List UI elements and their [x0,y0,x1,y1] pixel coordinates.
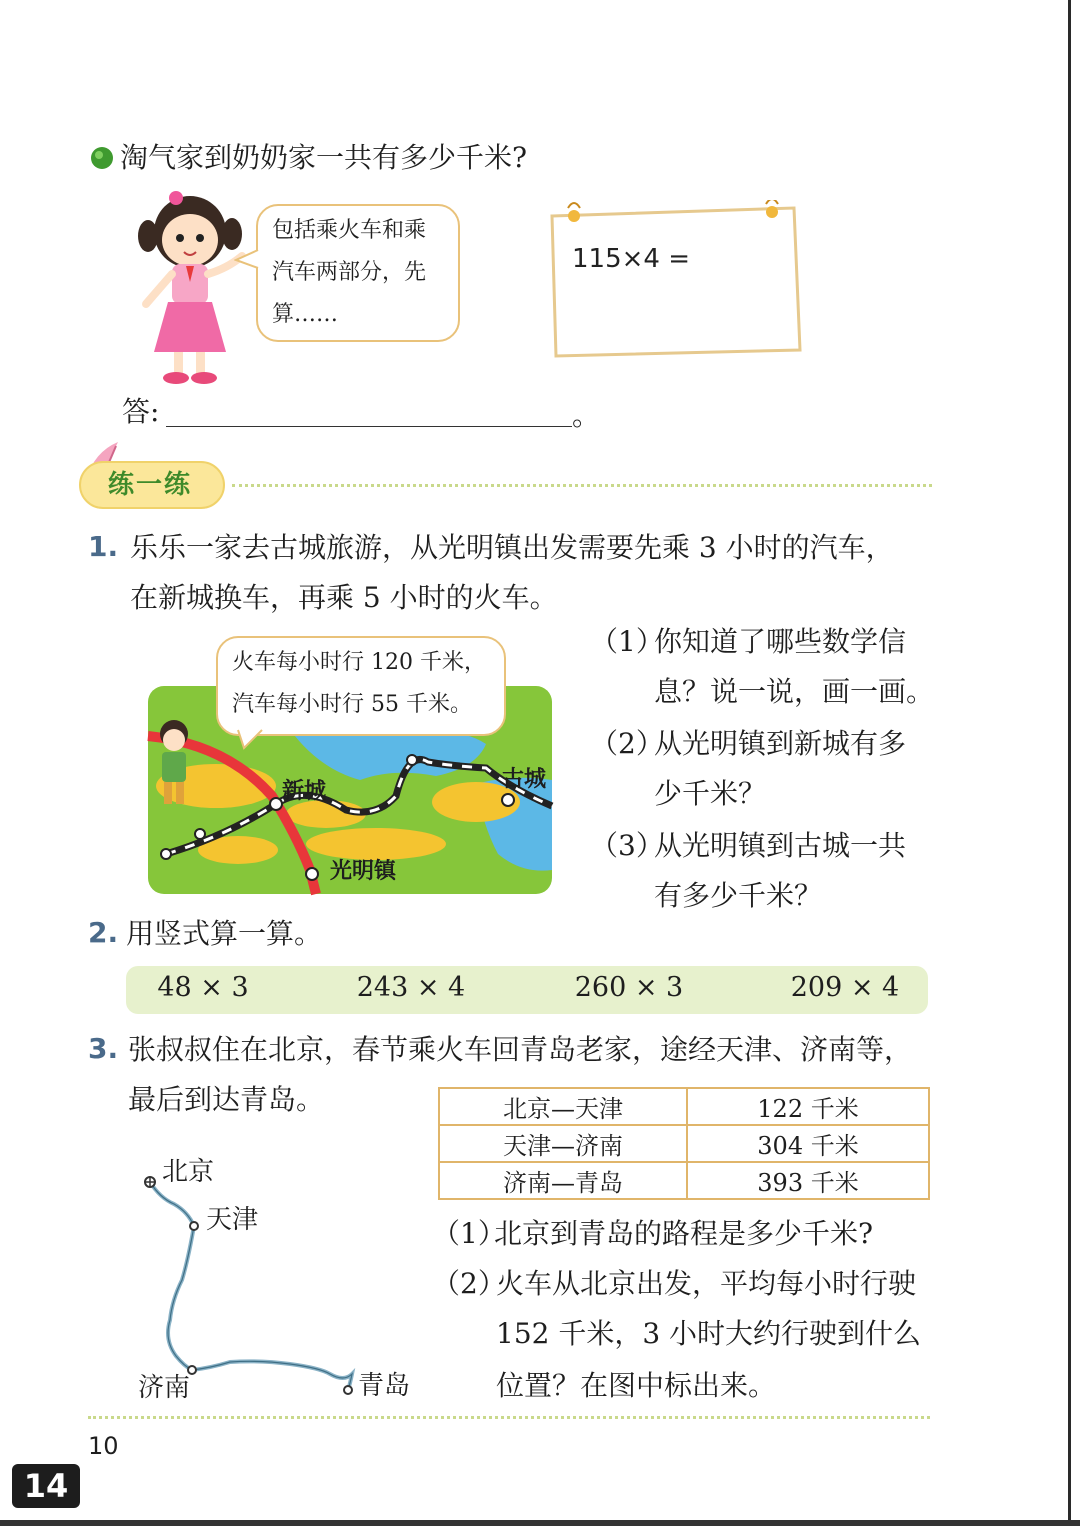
q2-item-2: 243 × 4 [356,972,466,1003]
q3-sub2-line-2: 152 千米，3 小时大约行驶到什么 [496,1317,922,1350]
bubble-line-1: 包括乘火车和乘 [272,218,427,243]
q1-sub1-line-2: 息？说一说，画一画。 [654,675,935,708]
q1-sub2-number: （2） [590,727,664,760]
city-label-beijing: 北京 [162,1157,215,1187]
answer-end: 。 [572,399,601,432]
page-badge: 14 [12,1464,80,1508]
q1-sub3-line-1: 从光明镇到古城一共 [654,829,907,862]
q3-sub1-line-1: 北京到青岛的路程是多少千米? [494,1217,874,1250]
q2-item-3: 260 × 3 [574,972,684,1003]
map-label-xincheng: 新城 [282,778,327,804]
footer-divider [88,1416,930,1419]
q1-line-2: 在新城换车，再乘 5 小时的火车。 [130,581,558,614]
answer-line [166,426,572,427]
city-label-jinan: 济南 [138,1373,191,1403]
answer-label: 答: [122,395,160,428]
city-label-tianjin: 天津 [206,1205,259,1235]
table-cell-distance: 304 千米 [687,1125,929,1162]
q1-sub1-number: （1） [590,625,664,658]
city-label-qingdao: 青岛 [358,1371,411,1401]
table-row [439,1162,929,1199]
q3-sub2-line-3: 位置？在图中标出来。 [496,1369,777,1402]
table-row [439,1088,929,1125]
q3-sub2-line-1: 火车从北京出发，平均每小时行驶 [496,1267,917,1300]
distance-table [438,1087,930,1200]
q1-sub3-number: （3） [590,829,664,862]
table-cell-route: 北京—天津 [439,1088,687,1125]
practice-divider [232,484,932,487]
q2-item-4: 209 × 4 [790,972,900,1003]
map-label-guangmingzhen: 光明镇 [330,858,397,884]
q1-sub2-line-2: 少千米？ [654,777,767,810]
q1-bubble-line-2: 汽车每小时行 55 千米。 [232,692,472,717]
q3-line-1: 张叔叔住在北京，春节乘火车回青岛老家，途经天津、济南等， [128,1033,913,1066]
q1-line-1: 乐乐一家去古城旅游，从光明镇出发需要先乘 3 小时的汽车， [130,531,894,564]
q3-line-2: 最后到达青岛。 [128,1083,325,1116]
practice-title: 练一练 [108,470,193,500]
bubble-line-3: 算…… [272,302,339,327]
table-cell-route: 天津—济南 [439,1125,687,1162]
page-edge [1068,0,1071,1526]
page-number: 10 [88,1432,119,1460]
table-row [439,1125,929,1162]
table-cell-route: 济南—青岛 [439,1162,687,1199]
q1-bubble-tail [236,728,264,752]
bubble-tail [234,248,260,270]
calc-expression: 115×4 = [572,244,691,274]
q1-number: 1. [88,530,119,563]
map-label-gucheng: 古城 [502,766,547,792]
q1-sub1-line-1: 你知道了哪些数学信 [654,625,907,658]
q2-text: 用竖式算一算。 [126,917,323,950]
bubble-line-2: 汽车两部分，先 [272,260,427,285]
q3-sub1-number: （1） [432,1217,506,1250]
girl-illustration [132,182,252,392]
q3-number: 3. [88,1032,119,1065]
table-cell-distance: 393 千米 [687,1162,929,1199]
table-cell-distance: 122 千米 [687,1088,929,1125]
page-bottom-edge [0,1520,1080,1526]
q2-item-1: 48 × 3 [157,972,249,1003]
intro-question: 淘气家到奶奶家一共有多少千米? [120,141,528,174]
q1-bubble-line-1: 火车每小时行 120 千米， [232,650,486,675]
calc-card [544,200,808,366]
q3-sub2-number: （2） [432,1267,506,1300]
q2-number: 2. [88,916,119,949]
q1-sub3-line-2: 有多少千米？ [654,879,823,912]
green-bullet-icon [90,146,114,170]
q1-sub2-line-1: 从光明镇到新城有多 [654,727,907,760]
